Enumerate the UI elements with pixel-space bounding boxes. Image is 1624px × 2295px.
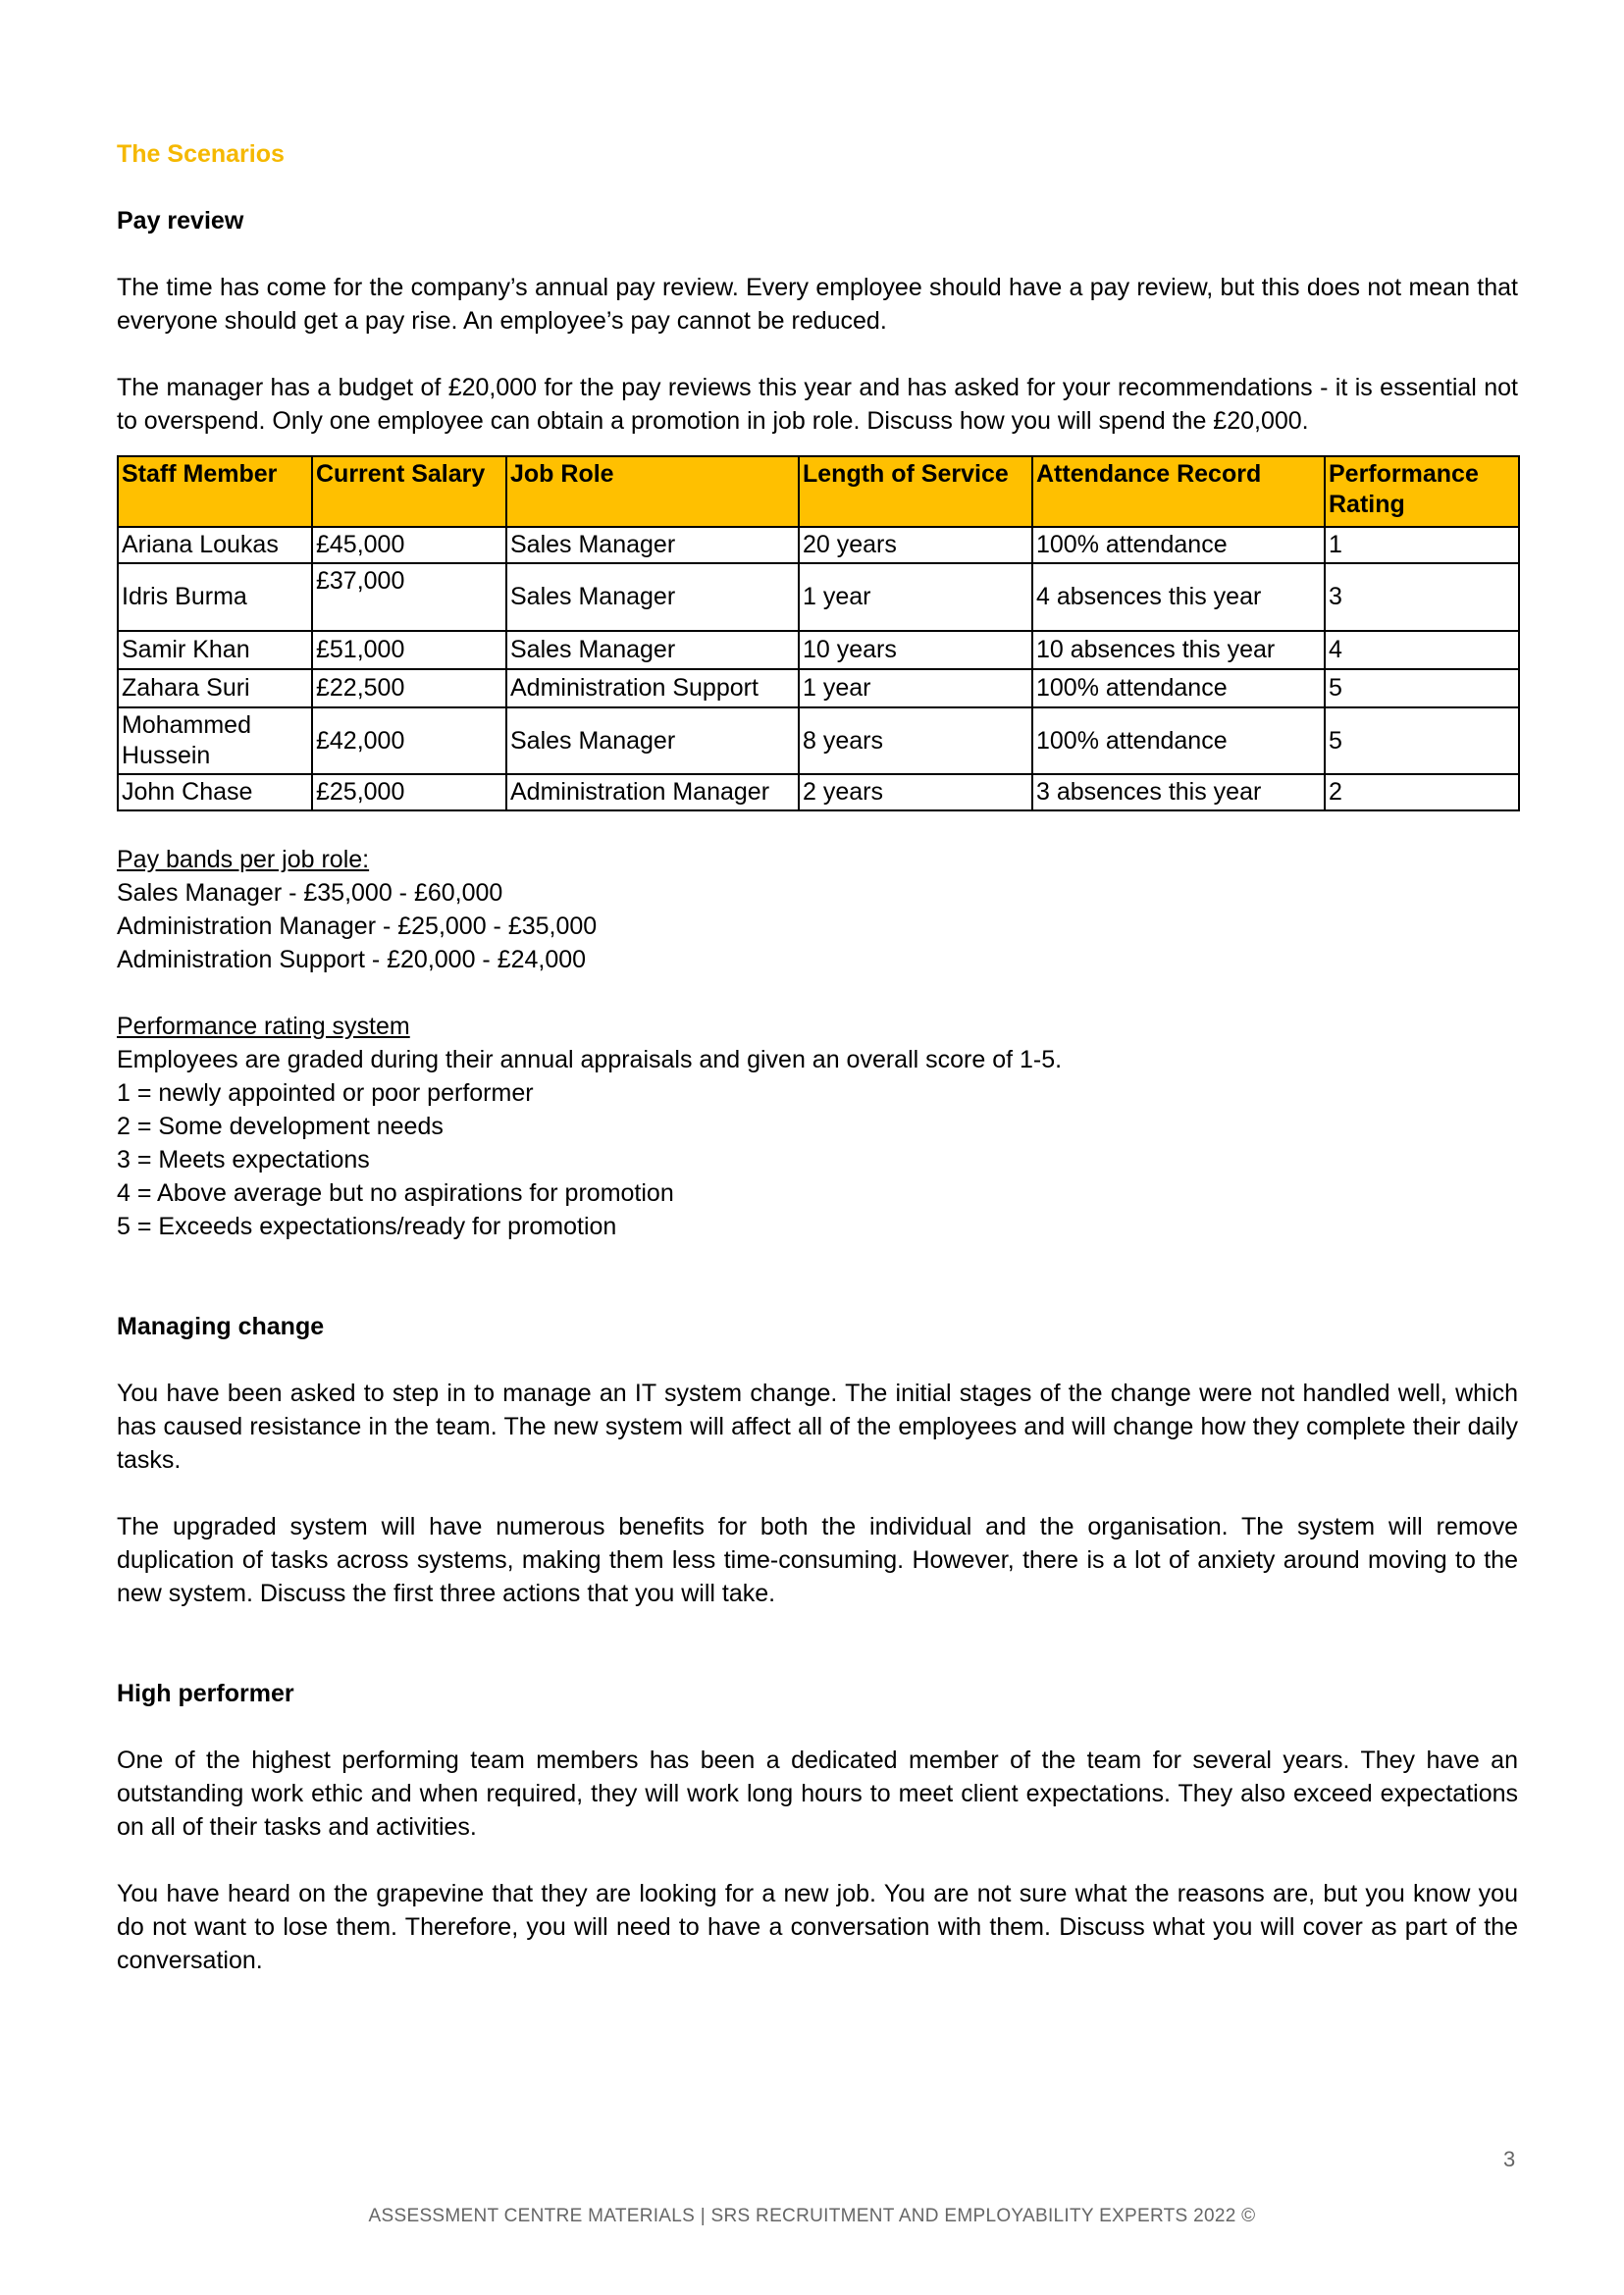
table-cell: 4	[1325, 631, 1519, 669]
pay-band-item: Sales Manager - £35,000 - £60,000	[117, 879, 503, 907]
table-cell: 2	[1325, 774, 1519, 810]
column-header: Performance Rating	[1325, 456, 1519, 527]
table-cell: Mohammed Hussein	[118, 707, 312, 774]
table-cell: £45,000	[312, 527, 506, 563]
pay-review-paragraph-2: The manager has a budget of £20,000 for the pay reviews this year and has asked for your recommendations - it is essential not to overspend. Only one employee can obtain a promotion in job role. Discuss how you will spend the £20,000.	[117, 374, 1518, 435]
pay-band-item: Administration Support - £20,000 - £24,000	[117, 946, 587, 973]
table-cell: £22,500	[312, 669, 506, 707]
table-cell: 20 years	[799, 527, 1032, 563]
table-cell: 1	[1325, 527, 1519, 563]
staff-table	[117, 455, 1520, 811]
table-row	[118, 669, 1519, 707]
table-cell: 2 years	[799, 774, 1032, 810]
table-cell: Sales Manager	[506, 707, 799, 774]
rating-system-label: Performance rating system	[117, 1013, 410, 1040]
table-cell: 100% attendance	[1032, 707, 1325, 774]
pay-review-heading: Pay review	[117, 207, 244, 235]
pay-bands-section	[117, 843, 1518, 976]
table-row	[118, 631, 1519, 669]
pay-review-paragraph-1: The time has come for the company’s annual pay review. Every employee should have a pay review, but this does not mean that everyone should get a pay rise. An employee’s pay cannot be reduced.	[117, 274, 1518, 335]
rating-item: 4 = Above average but no aspirations for promotion	[117, 1179, 674, 1207]
table-cell: 100% attendance	[1032, 527, 1325, 563]
table-cell: £37,000	[312, 563, 506, 631]
page-number: 3	[1503, 2147, 1516, 2171]
table-cell: 3 absences this year	[1032, 774, 1325, 810]
table-cell: 1 year	[799, 563, 1032, 631]
table-cell: 4 absences this year	[1032, 563, 1325, 631]
managing-change-paragraph-2: The upgraded system will have numerous benefits for both the individual and the organisation. The system will remove duplication of tasks across systems, making them less time-consuming. However, there is a lot of anxiety around moving to the new system. Discuss the first three actions that you will take.	[117, 1513, 1518, 1607]
column-header: Staff Member	[118, 456, 312, 527]
table-cell: 5	[1325, 707, 1519, 774]
page-title: The Scenarios	[117, 140, 285, 168]
rating-item: 2 = Some development needs	[117, 1113, 444, 1140]
page-footer: ASSESSMENT CENTRE MATERIALS | SRS RECRUITMENT AND EMPLOYABILITY EXPERTS 2022 ©	[368, 2206, 1256, 2226]
table-cell: Administration Manager	[506, 774, 799, 810]
table-cell: £42,000	[312, 707, 506, 774]
table-cell: Sales Manager	[506, 527, 799, 563]
column-header: Attendance Record	[1032, 456, 1325, 527]
table-row	[118, 707, 1519, 774]
rating-item: 3 = Meets expectations	[117, 1146, 370, 1174]
rating-system-intro: Employees are graded during their annual appraisals and given an overall score of 1-5.	[117, 1046, 1063, 1073]
table-cell: Sales Manager	[506, 563, 799, 631]
table-cell: Samir Khan	[118, 631, 312, 669]
table-cell: Sales Manager	[506, 631, 799, 669]
table-cell: Ariana Loukas	[118, 527, 312, 563]
table-cell: Zahara Suri	[118, 669, 312, 707]
high-performer-heading: High performer	[117, 1680, 294, 1707]
rating-item: 1 = newly appointed or poor performer	[117, 1079, 534, 1107]
high-performer-paragraph-1: One of the highest performing team members has been a dedicated member of the team for several years. They have an outstanding work ethic and when required, they will work long hours to meet client expectations. They also exceed expectations on all of their tasks and activities.	[117, 1747, 1518, 1841]
high-performer-paragraph-2: You have heard on the grapevine that they are looking for a new job. You are not sure what the reasons are, but you know you do not want to lose them. Therefore, you will need to have a conversation with them. Discuss what you will cover as part of the conversation.	[117, 1880, 1518, 1974]
table-cell: John Chase	[118, 774, 312, 810]
page-content	[117, 137, 1518, 1977]
table-cell: 100% attendance	[1032, 669, 1325, 707]
managing-change-heading: Managing change	[117, 1313, 325, 1340]
pay-band-item: Administration Manager - £25,000 - £35,000	[117, 913, 598, 940]
table-row	[118, 563, 1519, 631]
column-header: Current Salary	[312, 456, 506, 527]
table-cell: 8 years	[799, 707, 1032, 774]
table-cell: 3	[1325, 563, 1519, 631]
column-header: Job Role	[506, 456, 799, 527]
table-row	[118, 774, 1519, 810]
table-cell: 10 years	[799, 631, 1032, 669]
table-cell: 5	[1325, 669, 1519, 707]
table-header-row	[118, 456, 1519, 527]
column-header: Length of Service	[799, 456, 1032, 527]
table-row	[118, 527, 1519, 563]
pay-bands-label: Pay bands per job role:	[117, 846, 370, 873]
table-cell: 10 absences this year	[1032, 631, 1325, 669]
table-cell: 1 year	[799, 669, 1032, 707]
table-cell: Idris Burma	[118, 563, 312, 631]
table-cell: £25,000	[312, 774, 506, 810]
managing-change-paragraph-1: You have been asked to step in to manage an IT system change. The initial stages of the change were not handled well, which has caused resistance in the team. The new system will affect all of the employees and will change how they complete their daily tasks.	[117, 1380, 1518, 1474]
table-cell: Administration Support	[506, 669, 799, 707]
table-cell: £51,000	[312, 631, 506, 669]
rating-item: 5 = Exceeds expectations/ready for promotion	[117, 1213, 617, 1240]
rating-system-section	[117, 1010, 1518, 1243]
